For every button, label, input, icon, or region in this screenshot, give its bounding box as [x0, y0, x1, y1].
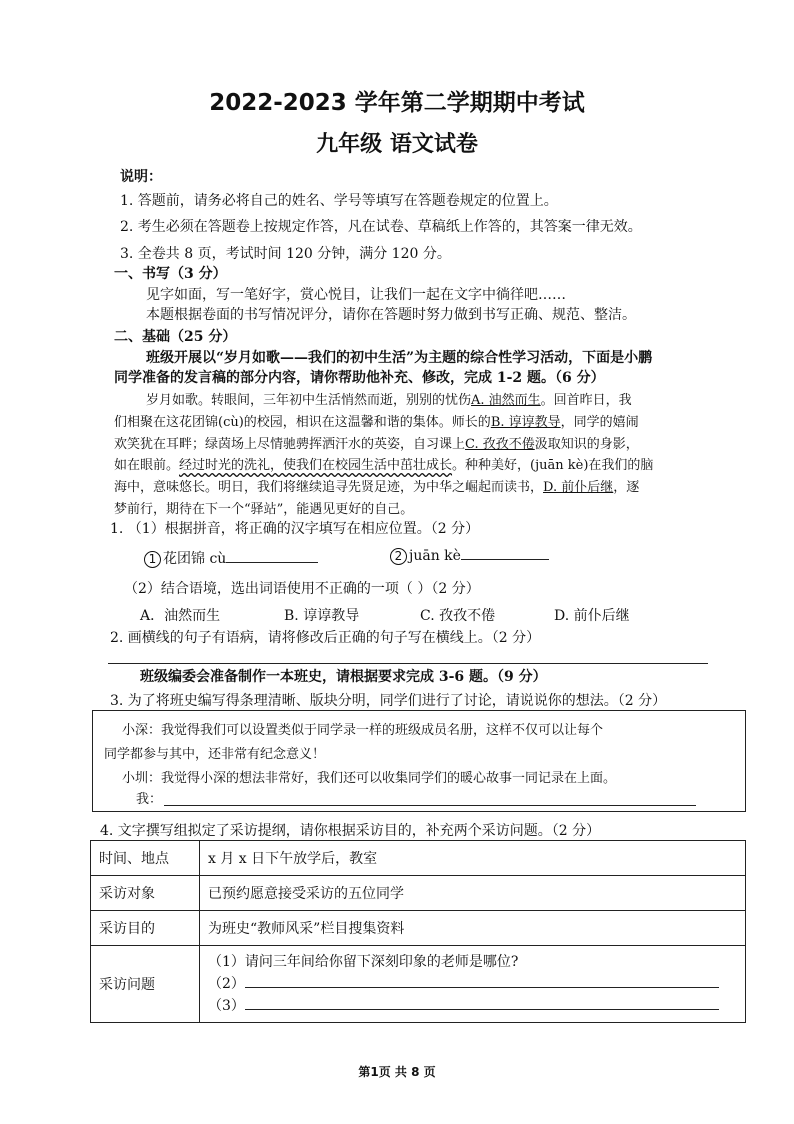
- table-row: [91, 946, 746, 1023]
- passage-line: 欢笑犹在耳畔；绿茵场上尽情驰骋挥洒汗水的英姿，自习课上C. 孜孜不倦汲取知识的身影，: [114, 437, 639, 452]
- instructions-heading: 说明：: [120, 169, 162, 185]
- answer-blank[interactable]: [226, 562, 318, 563]
- exam-subtitle: 九年级 语文试卷: [316, 132, 478, 157]
- question-2-stem: 2. 画横线的句子有语病，请将修改后正确的句子写在横线上。（2 分）: [110, 630, 541, 646]
- discussion-line: 小深：我觉得我们可以设置类似于同学录一样的班级成员名册，这样不仅可以让每个: [122, 723, 604, 738]
- answer-blank[interactable]: [461, 559, 549, 560]
- wavy-underlined-sentence: 经过时光的洗礼，使我们在校园生活中茁壮成长: [179, 458, 453, 473]
- section1-heading: 一、书写（3 分）: [114, 266, 227, 282]
- option-a: A．油然而生: [140, 608, 221, 624]
- row-value: 已预约愿意接受采访的五位同学: [200, 876, 746, 911]
- passage-line: 梦前行，期待在下一个“驿站”，能遇见更好的自己。: [114, 502, 414, 517]
- page-number: 第1页 共 8 页: [358, 1065, 436, 1079]
- section2-heading: 二、基础（25 分）: [114, 329, 237, 345]
- interview-question: （2）: [208, 973, 737, 995]
- question-1-stem: 1. （1）根据拼音，将正确的汉字填写在相应位置。（2 分）: [110, 521, 480, 537]
- table-row: [91, 911, 746, 946]
- section2-intro-3: 班级编委会准备制作一本班史，请根据要求完成 3-6 题。（9 分）: [140, 669, 547, 685]
- option-d: D. 前仆后继: [554, 608, 630, 624]
- instruction-item: 1. 答题前，请务必将自己的姓名、学号等填写在答题卷规定的位置上。: [120, 193, 558, 209]
- underlined-word-b: B. 谆谆教导: [490, 415, 561, 430]
- answer-blank[interactable]: [245, 1009, 719, 1010]
- section1-text: 见字如面，写一笔好字，赏心悦目，让我们一起在文字中徜徉吧……: [146, 287, 566, 303]
- underlined-word-c: C. 孜孜不倦: [465, 437, 535, 452]
- instruction-item: 2. 考生必须在答题卷上按规定作答，凡在试卷、草稿纸上作答的，其答案一律无效。: [120, 219, 642, 235]
- passage-line: 如在眼前。经过时光的洗礼，使我们在校园生活中茁壮成长。种种美好，(juān kè)在我们的脑: [114, 458, 654, 473]
- row-key: 时间、地点: [91, 841, 200, 876]
- table-row: [91, 841, 746, 876]
- section2-intro: 班级开展以“岁月如歌——我们的初中生活”为主题的综合性学习活动，下面是小鹏: [146, 350, 653, 366]
- underlined-word-d: D. 前仆后继: [543, 480, 614, 495]
- row-key: 采访对象: [91, 876, 200, 911]
- option-b: B. 谆谆教导: [284, 608, 360, 624]
- passage-line: 岁月如歌。转眼间，三年初中生活悄然而逝，别别的忧伤A. 油然而生。回首昨日，我: [146, 393, 632, 408]
- question-1-part2: （2）结合语境，选出词语使用不正确的一项（ ）（2 分）: [124, 581, 480, 597]
- question-4-stem: 4. 文字撰写组拟定了采访提纲，请你根据采访目的，补充两个采访问题。（2 分）: [100, 823, 601, 839]
- exam-title: 2022-2023 学年第二学期期中考试: [209, 90, 585, 116]
- answer-blank[interactable]: [245, 987, 719, 988]
- q1-blank-1: 1 花团锦 cù: [144, 548, 318, 568]
- row-key: 采访目的: [91, 911, 200, 946]
- row-key: 采访问题: [91, 946, 200, 1023]
- discussion-me-label: 我：: [136, 792, 163, 807]
- q1-blank-2: 2 juān kè: [390, 548, 549, 565]
- section2-intro: 同学准备的发言稿的部分内容，请你帮助他补充、修改，完成 1-2 题。（6 分）: [114, 370, 605, 386]
- row-value: x 月 x 日下午放学后，教室: [200, 841, 746, 876]
- table-row: [91, 876, 746, 911]
- passage-line: 们相聚在这花团锦(cù)的校园，相识在这温馨和谐的集体。师长的B. 谆谆教导，同学的嬉闹: [114, 415, 639, 430]
- answer-line[interactable]: [164, 805, 696, 806]
- option-c: C. 孜孜不倦: [420, 608, 496, 624]
- section1-text: 本题根据卷面的书写情况评分，请你在答题时努力做到书写正确、规范、整洁。: [146, 307, 636, 323]
- interview-outline-table: [90, 840, 746, 1023]
- discussion-line: 小圳：我觉得小深的想法非常好，我们还可以收集同学们的暖心故事一同记录在上面。: [122, 771, 617, 786]
- underlined-word-a: A. 油然而生: [471, 393, 541, 408]
- answer-line[interactable]: [108, 663, 708, 664]
- interview-question: （1）请问三年间给你留下深刻印象的老师是哪位?: [208, 954, 519, 970]
- interview-questions-cell: [200, 946, 746, 1023]
- passage-line: 海中，意味悠长。明日，我们将继续追寻先贤足迹，为中华之崛起而读书，D. 前仆后继，逐: [114, 480, 640, 495]
- interview-question: （3）: [208, 995, 737, 1017]
- instruction-item: 3. 全卷共 8 页，考试时间 120 分钟，满分 120 分。: [120, 246, 451, 262]
- discussion-line: 同学都参与其中，还非常有纪念意义！: [104, 747, 326, 762]
- circled-number: 2: [390, 548, 407, 565]
- row-value: 为班史“教师风采”栏目搜集资料: [200, 911, 746, 946]
- circled-number: 1: [144, 551, 161, 568]
- question-3-stem: 3. 为了将班史编写得条理清晰、版块分明，同学们进行了讨论，请说说你的想法。（2 分）: [110, 693, 667, 709]
